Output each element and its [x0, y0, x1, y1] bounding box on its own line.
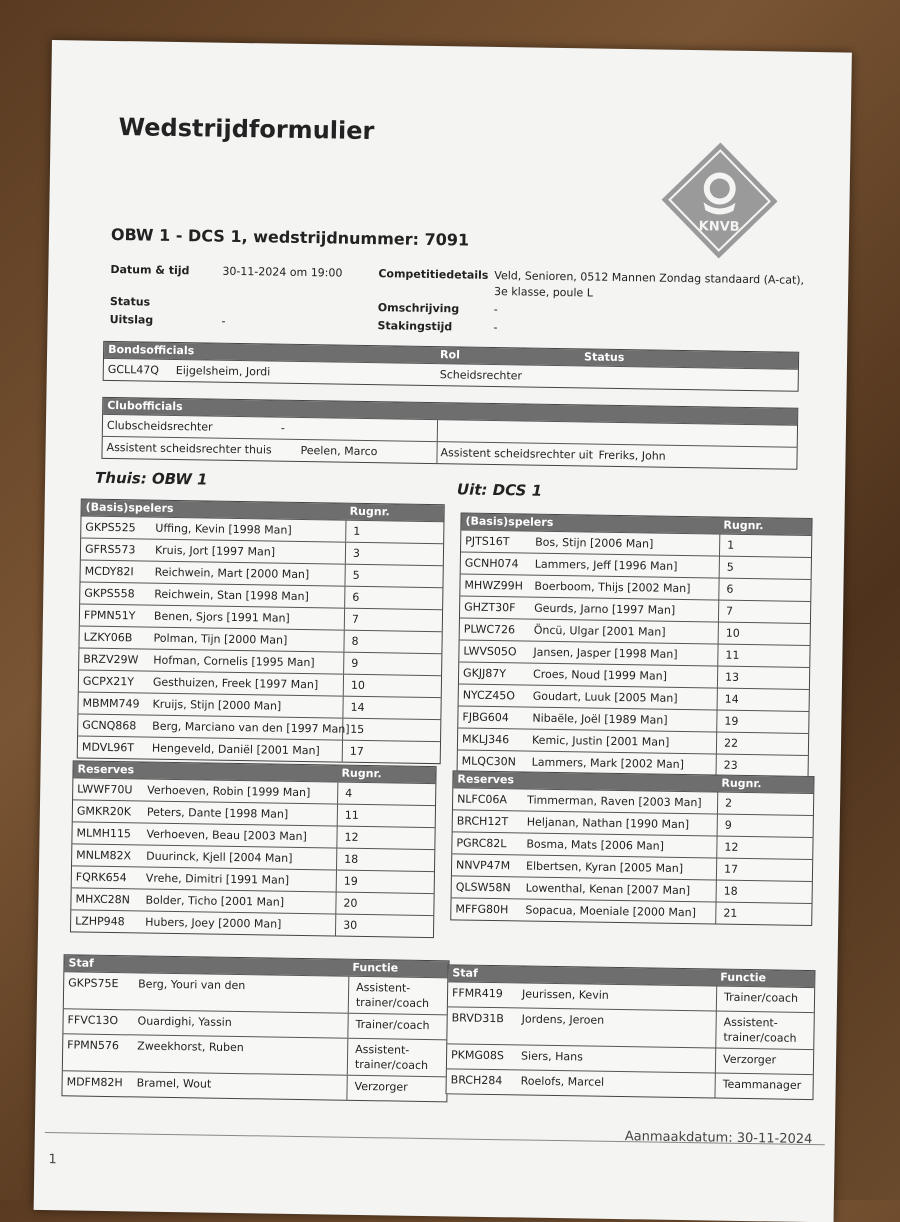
player-name: Uffing, Kevin [1998 Man]	[155, 521, 292, 537]
player-code: LWVS05O	[463, 644, 517, 659]
away-team-title: Uit: DCS 1	[456, 480, 543, 500]
comp-label: Competitiedetails	[378, 267, 489, 282]
bondsofficials-header: Bondsofficials Rol Status	[104, 342, 798, 369]
player-code: GKJJ87Y	[463, 666, 507, 681]
player-code: PGRC82L	[456, 836, 507, 851]
player-number: 11	[725, 648, 740, 662]
page-number: 1	[48, 1152, 57, 1168]
player-name: Reichwein, Stan [1998 Man]	[154, 587, 309, 604]
player-code: GCNH074	[464, 556, 519, 571]
player-code: GCPX21Y	[82, 674, 135, 689]
staff-row	[63, 1033, 448, 1076]
player-code: FJBG604	[462, 710, 509, 725]
player-number: 22	[723, 736, 739, 750]
player-code: LWWF70U	[77, 782, 133, 797]
player-name: Lammers, Jeff [1996 Man]	[534, 557, 678, 573]
player-number: 6	[352, 590, 360, 604]
home-reserves-table: Reserves Rugnr. LWWF70U Verhoeven, Robin [1999 Man] 4 GMKR20K Peters, Dante [1998 Man] 11 MLMH115 Verhoeven, Beau [2003 Man] 12 MNLM82X Duurinck, Kjell [2004 Man] 18 FQRK654 Vrehe, Dimitri [1991 Man] 19 MHXC28N Bolder, Ticho [2001 Man] 20 LZHP948 Hubers, Joey [2000 Man] 30	[70, 760, 437, 938]
staff-code: GKPS75E	[68, 976, 119, 991]
staff-function-line2: trainer/coach	[355, 995, 430, 1011]
player-number: 18	[344, 852, 359, 866]
staff-name: Jordens, Jeroen	[521, 1012, 605, 1027]
clubofficial-row: Assistent scheidsrechter thuis Peelen, Marco Assistent scheidsrechter uit Freriks, John	[102, 436, 796, 469]
player-name: Kruijs, Stijn [2000 Man]	[152, 697, 282, 713]
player-number: 18	[723, 884, 738, 898]
player-name: Verhoeven, Robin [1999 Man]	[147, 783, 311, 800]
player-name: Goudart, Luuk [2005 Man]	[532, 689, 678, 705]
player-code: PLWC726	[463, 622, 516, 637]
player-name: Reichwein, Mart [2000 Man]	[154, 565, 310, 582]
player-number: 3	[352, 546, 361, 560]
player-name: Croes, Noud [1999 Man]	[532, 667, 668, 683]
player-name: Bos, Stijn [2006 Man]	[535, 535, 654, 551]
home-players-table: (Basis)spelers Rugnr. GKPS525 Uffing, Kevin [1998 Man] 1 GFRS573 Kruis, Jort [1997 Man] 3 MCDY82I Reichwein, Mart [2000 Man] 5 GKPS558 Reichwein, Stan [1998 Man] 6 FPMN51Y Benen, Sjors [1991 Man] 7 LZKY06B Polman, Tijn [2000 Man] 8 BRZV29W Hofman, Cornelis [1995 Man] 9 GCPX21Y Gesthuizen, Freek [1997 Man] 10 MBMM749 Kruijs, Stijn [2000 Man] 14 GCNQ868 Berg, Marciano van den [1997 Man] 15 MDVL96T Hengeveld, Daniël [2001 Man] 17	[77, 499, 445, 765]
clubofficials-header: Clubofficials	[103, 398, 797, 425]
player-code: MLMH115	[76, 826, 132, 841]
datum-label: Datum & tijd	[110, 262, 190, 278]
staff-name: Berg, Youri van den	[138, 977, 246, 993]
staff-code: MDFM82H	[66, 1075, 123, 1090]
away-reserves-table: Reserves Rugnr. NLFC06A Timmerman, Raven [2003 Man] 2 BRCH12T Heljanan, Nathan [1990 Man] 9 PGRC82L Bosma, Mats [2006 Man] 12 NNVP47M Elbertsen, Kyran [2005 Man] 17 QLSW58N Lowenthal, Kenan [2007 Man] 18 MFFG80H Sopacua, Moeniale [2000 Man] 21	[450, 770, 814, 926]
player-number: 10	[350, 678, 366, 692]
player-number: 14	[724, 692, 739, 706]
player-code: MNLM82X	[76, 848, 132, 863]
staff-row	[62, 1070, 446, 1101]
staff-row	[64, 971, 449, 1014]
knvb-logo	[659, 140, 781, 262]
player-code: PJTS16T	[465, 534, 510, 549]
staff-code: PKMG08S	[451, 1048, 505, 1063]
staff-function: Verzorger	[722, 1052, 777, 1067]
datum-value: 30-11-2024 om 19:00	[222, 264, 343, 280]
staff-name: Jeurissen, Kevin	[521, 987, 609, 1002]
player-number: 12	[724, 840, 739, 854]
player-name: Bosma, Mats [2006 Man]	[526, 837, 665, 853]
player-name: Öncü, Ulgar [2001 Man]	[533, 623, 666, 639]
player-name: Kemic, Justin [2001 Man]	[531, 733, 670, 749]
player-number: 6	[726, 582, 734, 596]
player-name: Duurinck, Kjell [2004 Man]	[146, 849, 293, 865]
player-number: 14	[350, 700, 365, 714]
player-code: MKLJ346	[461, 732, 510, 747]
player-name: Hengeveld, Daniël [2001 Man]	[151, 741, 320, 758]
staff-function: Assistent-	[723, 1015, 778, 1030]
home-staff-table: Staf Functie GKPS75E Berg, Youri van den Assistent- trainer/coach FFVC13O Ouardighi, Yassin Trainer/coach FPMN576 Zweekhorst, Ruben Assistent- trainer/coach MDFM82H Bramel, Wout Verzorger	[61, 954, 449, 1102]
staff-function: Assistent-	[356, 980, 411, 995]
staff-name: Bramel, Wout	[136, 1076, 212, 1091]
player-name: Benen, Sjors [1991 Man]	[153, 609, 290, 625]
staff-function-line2: trainer/coach	[354, 1057, 429, 1073]
player-code: GKPS558	[84, 586, 135, 601]
player-number: 10	[725, 626, 740, 640]
player-number: 8	[351, 634, 359, 648]
away-players-table: (Basis)spelers Rugnr. PJTS16T Bos, Stijn [2006 Man] 1 GCNH074 Lammers, Jeff [1996 Man] 5 MHWZ99H Boerboom, Thijs [2002 Man] 6 GHZT30F Geurds, Jarno [1997 Man] 7 PLWC726 Öncü, Ulgar [2001 Man] 10 LWVS05O Jansen, Jasper [1998 Man] 11 GKJJ87Y Croes, Noud [1999 Man] 13 NYCZ45O Goudart, Luuk [2005 Man] 14 FJBG604 Nibaële, Joël [1989 Man] 19 MKLJ346 Kemic, Justin [2001 Man] 22 MLQC30N Lammers, Mark [2002 Man] 23	[457, 512, 813, 777]
player-name: Polman, Tijn [2000 Man]	[153, 631, 288, 647]
player-code: LZKY06B	[83, 630, 133, 645]
staff-code: BRCH284	[450, 1073, 503, 1088]
player-code: MCDY82I	[84, 564, 134, 579]
player-code: MLQC30N	[461, 754, 517, 769]
stakingstijd-value: -	[493, 320, 498, 335]
player-name: Verhoeven, Beau [2003 Man]	[146, 827, 307, 844]
clubofficial-row: Clubscheidsrechter -	[103, 414, 797, 447]
player-code: MBMM749	[82, 696, 140, 711]
player-code: LZHP948	[75, 914, 125, 929]
player-number: 23	[723, 758, 738, 772]
player-code: NNVP47M	[455, 858, 511, 873]
player-code: GCNQ868	[82, 718, 137, 733]
player-number: 4	[345, 786, 353, 800]
status-label: Status	[109, 294, 151, 309]
staff-code: FPMN576	[67, 1038, 120, 1053]
player-number: 5	[352, 568, 360, 582]
player-name: Kruis, Jort [1997 Man]	[154, 543, 276, 559]
player-name: Berg, Marciano van den [1997 Man]	[152, 719, 350, 736]
player-number: 7	[726, 604, 734, 618]
player-code: MDVL96T	[81, 740, 135, 755]
player-number: 1	[727, 538, 735, 552]
player-row	[451, 897, 811, 925]
player-number: 13	[724, 670, 740, 684]
player-name: Peters, Dante [1998 Man]	[146, 805, 289, 821]
player-name: Elbertsen, Kyran [2005 Man]	[525, 859, 684, 876]
player-name: Hubers, Joey [2000 Man]	[145, 915, 282, 931]
player-name: Hofman, Cornelis [1995 Man]	[153, 653, 315, 670]
comp-value-1: Veld, Senioren, 0512 Mannen Zondag standaard (A-cat),	[494, 268, 805, 287]
player-code: MHXC28N	[75, 892, 131, 907]
player-name: Gesthuizen, Freek [1997 Man]	[152, 675, 319, 692]
player-name: Heljanan, Nathan [1990 Man]	[526, 815, 690, 832]
player-number: 1	[353, 524, 361, 538]
player-code: NYCZ45O	[462, 688, 516, 703]
player-name: Bolder, Ticho [2001 Man]	[145, 893, 285, 909]
player-code: QLSW58N	[455, 880, 511, 895]
omschrijving-label: Omschrijving	[377, 301, 460, 316]
clubofficials-table	[101, 397, 798, 470]
player-name: Nibaële, Joël [1989 Man]	[532, 711, 668, 727]
comp-value-2: 3e klasse, poule L	[494, 284, 593, 300]
player-code: GFRS573	[84, 542, 136, 557]
player-name: Vrehe, Dimitri [1991 Man]	[145, 871, 290, 887]
player-name: Lammers, Mark [2002 Man]	[531, 755, 685, 772]
player-row	[78, 735, 440, 763]
player-code: FQRK654	[75, 870, 127, 885]
match-form-page	[34, 40, 852, 1222]
staff-code: FFVC13O	[67, 1013, 119, 1028]
player-code: GKPS525	[85, 520, 136, 535]
player-number: 2	[724, 796, 733, 810]
player-name: Lowenthal, Kenan [2007 Man]	[525, 881, 691, 898]
player-name: Geurds, Jarno [1997 Man]	[534, 601, 676, 617]
staff-name: Zweekhorst, Ruben	[137, 1039, 244, 1055]
player-number: 12	[344, 830, 359, 844]
player-number: 11	[344, 808, 359, 822]
staff-function-line2: trainer/coach	[723, 1030, 797, 1045]
player-code: FPMN51Y	[83, 608, 136, 623]
home-team-title: Thuis: OBW 1	[94, 468, 208, 489]
player-code: GHZT30F	[464, 600, 516, 615]
creation-date: Aanmaakdatum: 30-11-2024	[624, 1129, 813, 1148]
player-row	[71, 909, 433, 937]
uitslag-value: -	[221, 314, 226, 328]
player-number: 9	[724, 818, 732, 832]
player-name: Jansen, Jasper [1998 Man]	[533, 645, 678, 661]
staff-code: BRVD31B	[451, 1011, 504, 1026]
svg-text:KNVB: KNVB	[698, 219, 740, 235]
player-code: GMKR20K	[76, 804, 132, 819]
staff-function: Assistent-	[355, 1042, 410, 1057]
page-title: Wedstrijdformulier	[118, 113, 375, 146]
player-number: 30	[343, 918, 358, 932]
player-number: 7	[351, 612, 360, 626]
staff-function: Teammanager	[722, 1077, 802, 1092]
staff-row	[447, 1068, 813, 1099]
player-name: Sopacua, Moeniale [2000 Man]	[525, 903, 697, 920]
staff-name: Ouardighi, Yassin	[137, 1014, 232, 1029]
player-code: NLFC06A	[457, 792, 508, 807]
staff-function: Trainer/coach	[723, 990, 799, 1005]
player-number: 17	[349, 744, 364, 758]
player-number: 19	[724, 714, 739, 728]
player-name: Timmerman, Raven [2003 Man]	[527, 793, 702, 810]
staff-code: FFMR419	[451, 986, 503, 1001]
staff-name: Siers, Hans	[520, 1049, 583, 1064]
staff-function: Verzorger	[354, 1079, 408, 1094]
away-staff-table: Staf Functie FFMR419 Jeurissen, Kevin Trainer/coach BRVD31B Jordens, Jeroen Assistent- trainer/coach PKMG08S Siers, Hans Verzorger BRCH284 Roelofs, Marcel Teammanager	[445, 964, 815, 1100]
bondsofficials-table	[103, 341, 800, 392]
player-name: Boerboom, Thijs [2002 Man]	[534, 579, 691, 596]
stakingstijd-label: Stakingstijd	[377, 319, 453, 334]
player-number: 21	[723, 906, 738, 920]
staff-function: Trainer/coach	[355, 1017, 430, 1033]
player-number: 9	[351, 656, 359, 670]
player-code: MHWZ99H	[464, 578, 524, 593]
staff-name: Roelofs, Marcel	[520, 1074, 605, 1089]
bondsofficial-row: GCLL47Q Eijgelsheim, Jordi Scheidsrechter	[104, 358, 798, 391]
player-code: BRZV29W	[83, 652, 139, 667]
player-code: MFFG80H	[455, 902, 509, 917]
uitslag-label: Uitslag	[109, 312, 154, 327]
player-number: 15	[350, 722, 365, 736]
player-number: 19	[343, 874, 358, 888]
player-code: BRCH12T	[456, 814, 509, 829]
omschrijving-value: -	[493, 302, 498, 317]
match-title: OBW 1 - DCS 1, wedstrijdnummer: 7091	[110, 224, 470, 250]
player-number: 17	[723, 862, 739, 876]
staff-row	[447, 1006, 814, 1049]
player-number: 5	[726, 560, 734, 574]
player-number: 20	[343, 896, 358, 910]
